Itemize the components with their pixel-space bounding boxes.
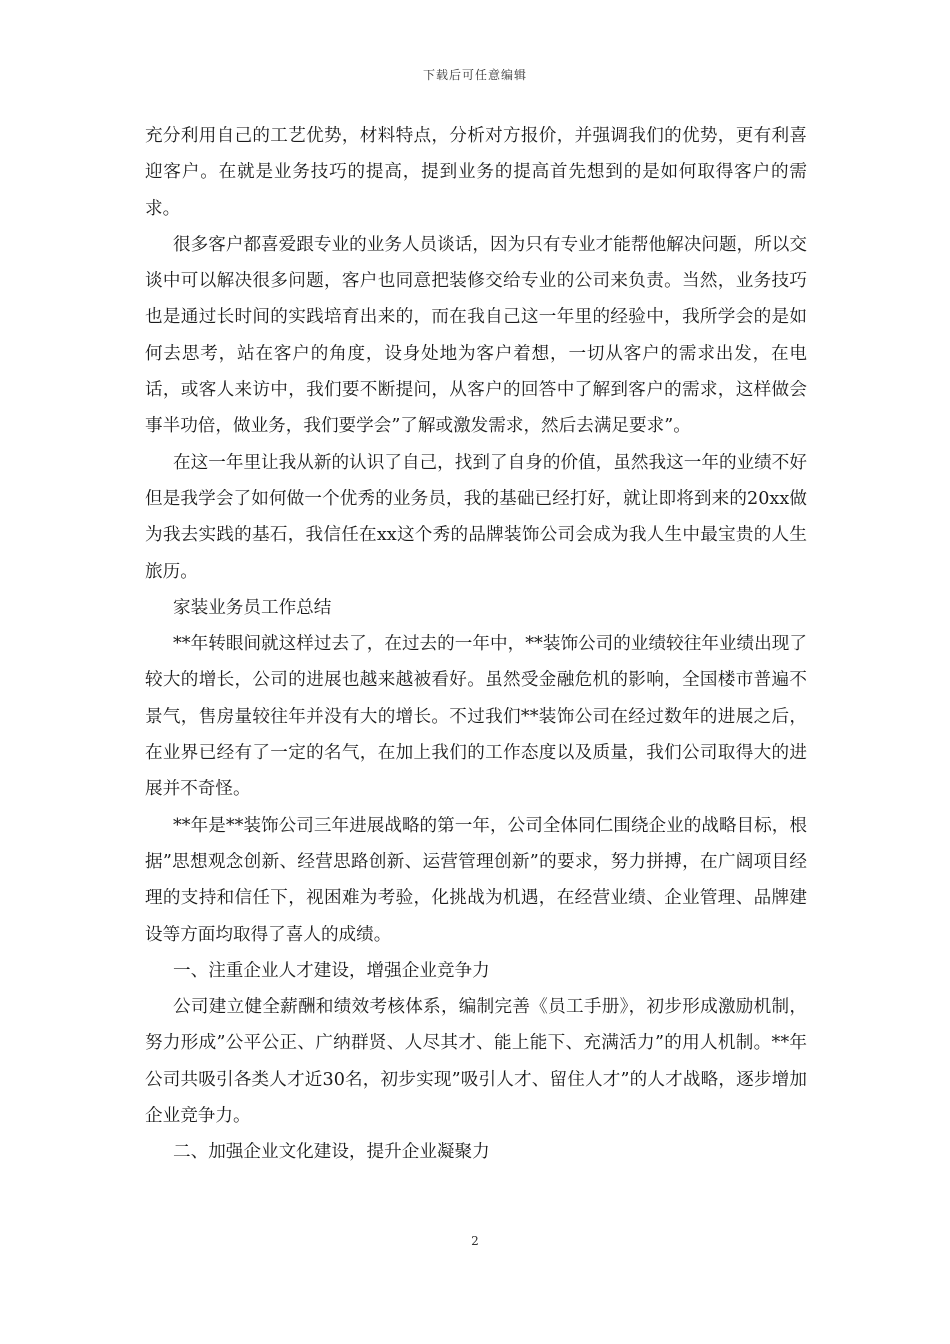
paragraph-5: **年是**装饰公司三年进展战略的第一年，公司全体同仁围绕企业的战略目标，根据”思想观念创新、经营思路创新、运营管理创新”的要求，努力拼搏，在广阔项目经理的支持和信任下，视困难为考验，化挑战为机遇，在经营业绩、企业管理、品牌建设等方面均取得了喜人的成绩。 [145,815,807,945]
heading-two: 二、加强企业文化建设，提升企业凝聚力 [173,1142,490,1163]
paragraph-4: **年转眼间就这样过去了，在过去的一年中，**装饰公司的业绩较往年业绩出现了较大的增长，公司的进展也越来越被看好。虽然受金融危机的影响，全国楼市普遍不景气，售房量较往年并没有大的增长。不过我们**装饰公司在经过数年的进展之后，在业界已经有了一定的名气，在加上我们的工作态度以及质量，我们公司取得大的进展并不奇怪。 [145,634,807,800]
page-number: 2 [471,1234,479,1248]
section-title: 家装业务员工作总结 [173,597,332,618]
page-header: 下载后可任意编辑 [422,68,527,82]
paragraph-6: 公司建立健全薪酬和绩效考核体系，编制完善《员工手册》，初步形成激励机制，努力形成”公平公正、广纳群贤、人尽其才、能上能下、充满活力”的用人机制。**年公司共吸引各类人才近30名，初步实现”吸引人才、留住人才”的人才战略，逐步增加企业竞争力。 [145,997,807,1127]
paragraph-1: 充分利用自己的工艺优势，材料特点，分析对方报价，并强调我们的优势，更有利喜迎客户。在就是业务技巧的提高，提到业务的提高首先想到的是如何取得客户的需求。 [145,126,807,219]
paragraph-3: 在这一年里让我从新的认识了自己，找到了自身的价值，虽然我这一年的业绩不好但是我学会了如何做一个优秀的业务员，我的基础已经打好，就让即将到来的20xx做为我去实践的基石，我信任在xx这个秀的品牌装饰公司会成为我人生中最宝贵的人生旅历。 [145,452,807,582]
document-body [145,118,807,1171]
paragraph-2: 很多客户都喜爱跟专业的业务人员谈话，因为只有专业才能帮他解决问题，所以交谈中可以解决很多问题，客户也同意把装修交给专业的公司来负责。当然，业务技巧也是通过长时间的实践培育出来的，而在我自己这一年里的经验中，我所学会的是如何去思考，站在客户的角度，设身处地为客户着想，一切从客户的需求出发，在电话，或客人来访中，我们要不断提问，从客户的回答中了解到客户的需求，这样做会事半功倍，做业务，我们要学会”了解或激发需求，然后去满足要求”。 [145,234,807,437]
heading-one: 一、注重企业人才建设，增强企业竞争力 [173,960,490,981]
